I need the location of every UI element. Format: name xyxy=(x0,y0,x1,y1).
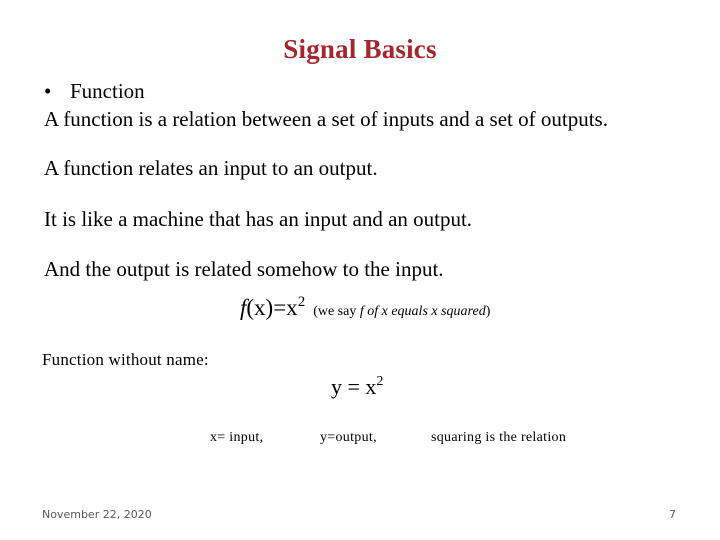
equation-base: y = x xyxy=(331,374,377,399)
formula-arg: (x)=x xyxy=(246,295,298,320)
formula-note: (we say f of x equals x squared) xyxy=(313,304,491,319)
paragraph-machine: It is like a machine that has an input and an output. xyxy=(44,207,473,231)
footer-date: November 22, 2020 xyxy=(42,508,152,521)
slide-title: Signal Basics xyxy=(283,34,437,64)
formula-f: f xyxy=(240,295,247,320)
formula-exponent: 2 xyxy=(297,294,306,310)
definition-input: x= input, xyxy=(210,430,264,445)
formula-note-italic: f of x equals x squared xyxy=(359,304,486,319)
bullet-item-function xyxy=(44,79,145,104)
equation-exponent: 2 xyxy=(376,374,384,389)
paragraph-definition: A function is a relation between a set of inputs and a set of outputs. xyxy=(44,107,608,131)
definition-output: y=output, xyxy=(320,430,377,445)
nameless-function-label: Function without name: xyxy=(42,350,209,369)
equation-y-equals-x-squared xyxy=(331,374,383,400)
paragraph-relates: A function relates an input to an output. xyxy=(44,156,378,180)
bullet-icon: • xyxy=(44,79,52,103)
footer-page-number: 7 xyxy=(669,508,676,521)
formula-f-of-x xyxy=(240,294,490,321)
paragraph-output-related: And the output is related somehow to the input. xyxy=(44,257,444,281)
bullet-label: Function xyxy=(70,79,145,103)
definition-relation: squaring is the relation xyxy=(431,430,567,445)
